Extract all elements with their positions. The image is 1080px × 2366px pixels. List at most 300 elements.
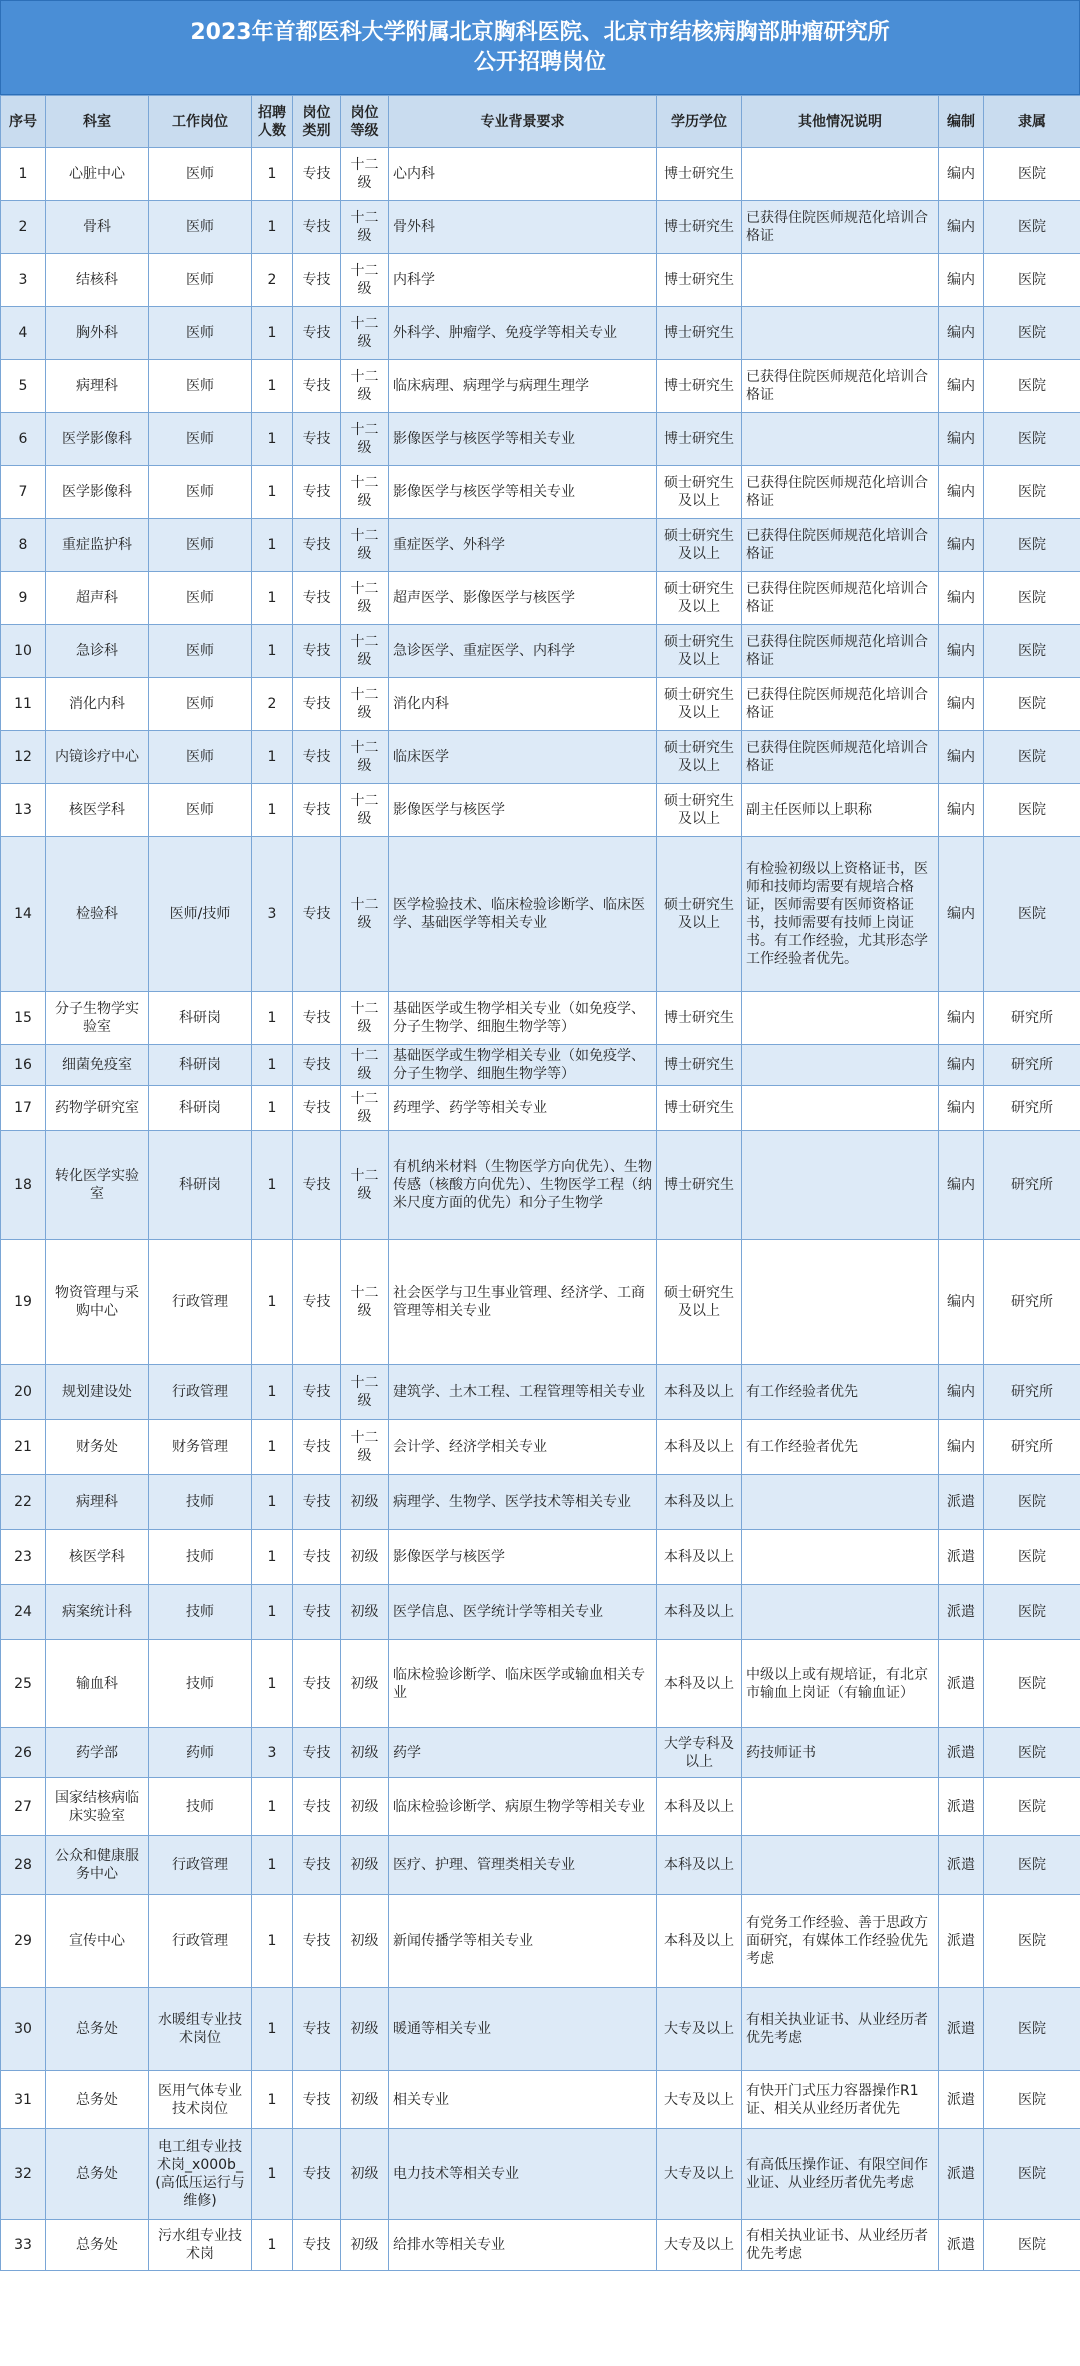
cell-education: 硕士研究生及以上 [657, 519, 742, 572]
cell-notes: 已获得住院医师规范化培训合格证 [742, 360, 939, 413]
table-row [1, 837, 1080, 992]
cell-education: 博士研究生 [657, 1131, 742, 1240]
table-row [1, 1836, 1080, 1895]
cell-category: 专技 [293, 466, 341, 519]
cell-education: 博士研究生 [657, 360, 742, 413]
cell-seq: 4 [1, 307, 46, 360]
cell-department: 结核科 [46, 254, 149, 307]
cell-headcount: 1 [252, 1420, 293, 1475]
table-row [1, 1240, 1080, 1365]
cell-department: 总务处 [46, 1988, 149, 2071]
cell-category: 专技 [293, 1585, 341, 1640]
cell-grade: 初级 [341, 2129, 389, 2220]
cell-notes [742, 1045, 939, 1086]
table-row [1, 678, 1080, 731]
table-row [1, 201, 1080, 254]
cell-seq: 22 [1, 1475, 46, 1530]
cell-seq: 27 [1, 1778, 46, 1836]
cell-staffing: 派遣 [939, 1585, 984, 1640]
cell-headcount: 1 [252, 625, 293, 678]
cell-grade: 十二级 [341, 731, 389, 784]
cell-major: 心内科 [389, 148, 657, 201]
cell-headcount: 1 [252, 466, 293, 519]
cell-position: 行政管理 [149, 1365, 252, 1420]
header-seq: 序号 [1, 96, 46, 148]
cell-position: 科研岗 [149, 1045, 252, 1086]
cell-major: 暖通等相关专业 [389, 1988, 657, 2071]
cell-headcount: 1 [252, 1530, 293, 1585]
cell-affiliation: 医院 [984, 201, 1080, 254]
cell-affiliation: 医院 [984, 1585, 1080, 1640]
cell-notes: 已获得住院医师规范化培训合格证 [742, 201, 939, 254]
cell-position: 科研岗 [149, 1086, 252, 1131]
cell-department: 核医学科 [46, 784, 149, 837]
cell-education: 博士研究生 [657, 307, 742, 360]
cell-grade: 初级 [341, 1728, 389, 1778]
cell-major: 基础医学或生物学相关专业（如免疫学、分子生物学、细胞生物学等） [389, 1045, 657, 1086]
cell-department: 骨科 [46, 201, 149, 254]
positions-table [0, 95, 1080, 2271]
cell-notes [742, 1240, 939, 1365]
cell-major: 医学检验技术、临床检验诊断学、临床医学、基础医学等相关专业 [389, 837, 657, 992]
cell-category: 专技 [293, 148, 341, 201]
cell-grade: 十二级 [341, 678, 389, 731]
cell-headcount: 1 [252, 360, 293, 413]
cell-staffing: 编内 [939, 254, 984, 307]
cell-notes [742, 1836, 939, 1895]
cell-headcount: 1 [252, 1086, 293, 1131]
table-row [1, 1895, 1080, 1988]
cell-category: 专技 [293, 201, 341, 254]
cell-staffing: 编内 [939, 1420, 984, 1475]
cell-major: 骨外科 [389, 201, 657, 254]
cell-affiliation: 研究所 [984, 1131, 1080, 1240]
cell-staffing: 编内 [939, 731, 984, 784]
cell-department: 重症监护科 [46, 519, 149, 572]
table-header-row [1, 96, 1080, 148]
cell-notes [742, 148, 939, 201]
cell-department: 公众和健康服务中心 [46, 1836, 149, 1895]
cell-education: 本科及以上 [657, 1420, 742, 1475]
table-row [1, 1778, 1080, 1836]
cell-major: 临床病理、病理学与病理生理学 [389, 360, 657, 413]
cell-staffing: 编内 [939, 572, 984, 625]
cell-notes: 中级以上或有规培证，有北京市输血上岗证（有输血证） [742, 1640, 939, 1728]
cell-notes: 已获得住院医师规范化培训合格证 [742, 625, 939, 678]
cell-headcount: 1 [252, 1836, 293, 1895]
cell-major: 急诊医学、重症医学、内科学 [389, 625, 657, 678]
cell-department: 规划建设处 [46, 1365, 149, 1420]
cell-department: 国家结核病临床实验室 [46, 1778, 149, 1836]
cell-seq: 14 [1, 837, 46, 992]
cell-position: 药师 [149, 1728, 252, 1778]
cell-notes [742, 254, 939, 307]
table-row [1, 1640, 1080, 1728]
cell-position: 行政管理 [149, 1836, 252, 1895]
cell-affiliation: 医院 [984, 1895, 1080, 1988]
cell-position: 水暖组专业技术岗位 [149, 1988, 252, 2071]
cell-headcount: 1 [252, 1640, 293, 1728]
cell-department: 内镜诊疗中心 [46, 731, 149, 784]
cell-staffing: 编内 [939, 992, 984, 1045]
cell-grade: 十二级 [341, 254, 389, 307]
cell-staffing: 派遣 [939, 2220, 984, 2271]
cell-notes: 有相关执业证书、从业经历者优先考虑 [742, 2220, 939, 2271]
cell-category: 专技 [293, 1086, 341, 1131]
cell-category: 专技 [293, 1475, 341, 1530]
cell-staffing: 派遣 [939, 1640, 984, 1728]
cell-notes [742, 307, 939, 360]
header-notes: 其他情况说明 [742, 96, 939, 148]
cell-headcount: 1 [252, 784, 293, 837]
cell-grade: 十二级 [341, 1131, 389, 1240]
cell-category: 专技 [293, 519, 341, 572]
cell-grade: 十二级 [341, 519, 389, 572]
cell-seq: 7 [1, 466, 46, 519]
cell-headcount: 1 [252, 201, 293, 254]
cell-department: 宣传中心 [46, 1895, 149, 1988]
cell-grade: 初级 [341, 1530, 389, 1585]
table-row [1, 466, 1080, 519]
cell-staffing: 派遣 [939, 1475, 984, 1530]
cell-position: 医师 [149, 784, 252, 837]
cell-seq: 29 [1, 1895, 46, 1988]
cell-department: 输血科 [46, 1640, 149, 1728]
cell-education: 大专及以上 [657, 2220, 742, 2271]
cell-affiliation: 医院 [984, 1728, 1080, 1778]
cell-headcount: 1 [252, 731, 293, 784]
cell-affiliation: 医院 [984, 254, 1080, 307]
table-row [1, 992, 1080, 1045]
cell-headcount: 2 [252, 254, 293, 307]
cell-affiliation: 医院 [984, 1530, 1080, 1585]
cell-seq: 32 [1, 2129, 46, 2220]
cell-seq: 19 [1, 1240, 46, 1365]
cell-staffing: 编内 [939, 360, 984, 413]
cell-education: 大专及以上 [657, 2129, 742, 2220]
cell-education: 博士研究生 [657, 1086, 742, 1131]
cell-notes: 有相关执业证书、从业经历者优先考虑 [742, 1988, 939, 2071]
cell-position: 科研岗 [149, 1131, 252, 1240]
cell-notes: 有高低压操作证、有限空间作业证、从业经历者优先考虑 [742, 2129, 939, 2220]
cell-education: 本科及以上 [657, 1475, 742, 1530]
cell-affiliation: 研究所 [984, 1086, 1080, 1131]
cell-headcount: 2 [252, 678, 293, 731]
cell-staffing: 编内 [939, 1045, 984, 1086]
cell-category: 专技 [293, 2220, 341, 2271]
title-line-2: 公开招聘岗位 [473, 49, 606, 75]
cell-category: 专技 [293, 1640, 341, 1728]
cell-major: 临床检验诊断学、临床医学或输血相关专业 [389, 1640, 657, 1728]
cell-seq: 3 [1, 254, 46, 307]
cell-category: 专技 [293, 1420, 341, 1475]
cell-department: 消化内科 [46, 678, 149, 731]
cell-category: 专技 [293, 1365, 341, 1420]
cell-education: 硕士研究生及以上 [657, 784, 742, 837]
cell-position: 医师 [149, 413, 252, 466]
cell-major: 建筑学、土木工程、工程管理等相关专业 [389, 1365, 657, 1420]
cell-education: 本科及以上 [657, 1365, 742, 1420]
cell-grade: 十二级 [341, 837, 389, 992]
cell-grade: 初级 [341, 2071, 389, 2129]
cell-seq: 16 [1, 1045, 46, 1086]
cell-headcount: 1 [252, 1131, 293, 1240]
cell-seq: 20 [1, 1365, 46, 1420]
cell-headcount: 1 [252, 572, 293, 625]
cell-position: 医师 [149, 201, 252, 254]
cell-department: 细菌免疫室 [46, 1045, 149, 1086]
cell-department: 胸外科 [46, 307, 149, 360]
cell-notes [742, 1131, 939, 1240]
cell-department: 转化医学实验室 [46, 1131, 149, 1240]
table-row [1, 2220, 1080, 2271]
cell-affiliation: 医院 [984, 1988, 1080, 2071]
cell-major: 内科学 [389, 254, 657, 307]
cell-staffing: 派遣 [939, 1988, 984, 2071]
cell-affiliation: 医院 [984, 784, 1080, 837]
cell-major: 新闻传播学等相关专业 [389, 1895, 657, 1988]
cell-staffing: 编内 [939, 413, 984, 466]
cell-affiliation: 医院 [984, 2129, 1080, 2220]
cell-notes [742, 992, 939, 1045]
cell-category: 专技 [293, 837, 341, 992]
cell-position: 医师 [149, 572, 252, 625]
cell-headcount: 1 [252, 1365, 293, 1420]
cell-notes [742, 1530, 939, 1585]
cell-education: 硕士研究生及以上 [657, 572, 742, 625]
cell-affiliation: 研究所 [984, 1420, 1080, 1475]
cell-affiliation: 研究所 [984, 1240, 1080, 1365]
cell-staffing: 编内 [939, 519, 984, 572]
cell-position: 医师 [149, 519, 252, 572]
cell-position: 技师 [149, 1640, 252, 1728]
cell-grade: 初级 [341, 1895, 389, 1988]
cell-category: 专技 [293, 1895, 341, 1988]
cell-category: 专技 [293, 992, 341, 1045]
cell-major: 药学 [389, 1728, 657, 1778]
cell-education: 大专及以上 [657, 1988, 742, 2071]
cell-education: 博士研究生 [657, 992, 742, 1045]
cell-affiliation: 研究所 [984, 1365, 1080, 1420]
cell-grade: 十二级 [341, 148, 389, 201]
cell-major: 相关专业 [389, 2071, 657, 2129]
cell-department: 病理科 [46, 360, 149, 413]
cell-department: 医学影像科 [46, 466, 149, 519]
table-row [1, 1131, 1080, 1240]
cell-headcount: 1 [252, 1778, 293, 1836]
cell-notes: 已获得住院医师规范化培训合格证 [742, 466, 939, 519]
cell-education: 博士研究生 [657, 413, 742, 466]
cell-department: 药学部 [46, 1728, 149, 1778]
table-row [1, 1988, 1080, 2071]
table-row [1, 1086, 1080, 1131]
cell-affiliation: 医院 [984, 1640, 1080, 1728]
cell-headcount: 1 [252, 519, 293, 572]
cell-notes [742, 1086, 939, 1131]
cell-grade: 初级 [341, 1475, 389, 1530]
cell-affiliation: 医院 [984, 148, 1080, 201]
table-row [1, 148, 1080, 201]
cell-seq: 26 [1, 1728, 46, 1778]
cell-seq: 15 [1, 992, 46, 1045]
cell-position: 医师/技师 [149, 837, 252, 992]
cell-grade: 十二级 [341, 1045, 389, 1086]
cell-major: 病理学、生物学、医学技术等相关专业 [389, 1475, 657, 1530]
cell-category: 专技 [293, 360, 341, 413]
cell-staffing: 派遣 [939, 1895, 984, 1988]
cell-major: 医学信息、医学统计学等相关专业 [389, 1585, 657, 1640]
cell-seq: 11 [1, 678, 46, 731]
document-title [0, 0, 1080, 95]
cell-department: 医学影像科 [46, 413, 149, 466]
cell-notes: 已获得住院医师规范化培训合格证 [742, 678, 939, 731]
cell-notes: 有党务工作经验、善于思政方面研究，有媒体工作经验优先考虑 [742, 1895, 939, 1988]
cell-affiliation: 医院 [984, 2220, 1080, 2271]
cell-category: 专技 [293, 784, 341, 837]
cell-staffing: 编内 [939, 837, 984, 992]
cell-education: 博士研究生 [657, 148, 742, 201]
cell-education: 硕士研究生及以上 [657, 466, 742, 519]
cell-department: 分子生物学实验室 [46, 992, 149, 1045]
cell-education: 博士研究生 [657, 254, 742, 307]
cell-major: 重症医学、外科学 [389, 519, 657, 572]
table-row [1, 360, 1080, 413]
cell-grade: 十二级 [341, 572, 389, 625]
cell-department: 超声科 [46, 572, 149, 625]
cell-headcount: 1 [252, 992, 293, 1045]
cell-position: 医师 [149, 731, 252, 784]
cell-department: 病理科 [46, 1475, 149, 1530]
table-row [1, 1420, 1080, 1475]
cell-staffing: 编内 [939, 466, 984, 519]
cell-headcount: 1 [252, 307, 293, 360]
cell-category: 专技 [293, 572, 341, 625]
cell-affiliation: 医院 [984, 837, 1080, 992]
cell-major: 影像医学与核医学 [389, 784, 657, 837]
cell-education: 本科及以上 [657, 1585, 742, 1640]
cell-department: 物资管理与采购中心 [46, 1240, 149, 1365]
cell-major: 外科学、肿瘤学、免疫学等相关专业 [389, 307, 657, 360]
cell-major: 基础医学或生物学相关专业（如免疫学、分子生物学、细胞生物学等） [389, 992, 657, 1045]
cell-major: 影像医学与核医学等相关专业 [389, 413, 657, 466]
cell-grade: 初级 [341, 1778, 389, 1836]
cell-seq: 6 [1, 413, 46, 466]
header-position: 工作岗位 [149, 96, 252, 148]
cell-position: 医师 [149, 625, 252, 678]
cell-affiliation: 医院 [984, 731, 1080, 784]
cell-affiliation: 医院 [984, 519, 1080, 572]
cell-headcount: 1 [252, 1475, 293, 1530]
cell-education: 本科及以上 [657, 1640, 742, 1728]
cell-major: 影像医学与核医学 [389, 1530, 657, 1585]
cell-position: 医师 [149, 148, 252, 201]
cell-seq: 28 [1, 1836, 46, 1895]
cell-education: 本科及以上 [657, 1530, 742, 1585]
cell-affiliation: 研究所 [984, 992, 1080, 1045]
cell-grade: 十二级 [341, 784, 389, 837]
cell-category: 专技 [293, 1131, 341, 1240]
cell-major: 消化内科 [389, 678, 657, 731]
cell-affiliation: 医院 [984, 307, 1080, 360]
cell-affiliation: 医院 [984, 2071, 1080, 2129]
cell-staffing: 派遣 [939, 2129, 984, 2220]
cell-grade: 十二级 [341, 992, 389, 1045]
cell-category: 专技 [293, 307, 341, 360]
cell-major: 影像医学与核医学等相关专业 [389, 466, 657, 519]
cell-position: 医师 [149, 307, 252, 360]
cell-notes: 副主任医师以上职称 [742, 784, 939, 837]
table-body [1, 148, 1080, 2271]
cell-seq: 31 [1, 2071, 46, 2129]
cell-notes: 已获得住院医师规范化培训合格证 [742, 519, 939, 572]
cell-headcount: 1 [252, 2220, 293, 2271]
cell-staffing: 编内 [939, 625, 984, 678]
cell-position: 技师 [149, 1530, 252, 1585]
header-grade: 岗位等级 [341, 96, 389, 148]
cell-department: 心脏中心 [46, 148, 149, 201]
cell-grade: 十二级 [341, 1240, 389, 1365]
table-row [1, 254, 1080, 307]
cell-headcount: 3 [252, 1728, 293, 1778]
title-line-1: 2023年首都医科大学附属北京胸科医院、北京市结核病胸部肿瘤研究所 [190, 19, 890, 45]
cell-staffing: 编内 [939, 1086, 984, 1131]
cell-headcount: 1 [252, 413, 293, 466]
cell-staffing: 派遣 [939, 1530, 984, 1585]
cell-department: 财务处 [46, 1420, 149, 1475]
cell-grade: 初级 [341, 1585, 389, 1640]
cell-seq: 1 [1, 148, 46, 201]
cell-seq: 24 [1, 1585, 46, 1640]
cell-position: 污水组专业技术岗 [149, 2220, 252, 2271]
cell-education: 硕士研究生及以上 [657, 731, 742, 784]
cell-seq: 5 [1, 360, 46, 413]
cell-major: 社会医学与卫生事业管理、经济学、工商管理等相关专业 [389, 1240, 657, 1365]
cell-affiliation: 医院 [984, 413, 1080, 466]
cell-position: 医师 [149, 678, 252, 731]
cell-category: 专技 [293, 1045, 341, 1086]
cell-position: 医用气体专业技术岗位 [149, 2071, 252, 2129]
cell-headcount: 3 [252, 837, 293, 992]
cell-category: 专技 [293, 731, 341, 784]
cell-major: 有机纳米材料（生物医学方向优先）、生物传感（核酸方向优先）、生物医学工程（纳米尺度方面的优先）和分子生物学 [389, 1131, 657, 1240]
table-row [1, 1045, 1080, 1086]
cell-notes [742, 413, 939, 466]
cell-position: 医师 [149, 466, 252, 519]
cell-position: 技师 [149, 1778, 252, 1836]
cell-staffing: 编内 [939, 201, 984, 254]
cell-seq: 18 [1, 1131, 46, 1240]
cell-major: 给排水等相关专业 [389, 2220, 657, 2271]
cell-staffing: 派遣 [939, 1836, 984, 1895]
cell-category: 专技 [293, 1778, 341, 1836]
cell-major: 临床医学 [389, 731, 657, 784]
cell-category: 专技 [293, 413, 341, 466]
cell-seq: 21 [1, 1420, 46, 1475]
header-department: 科室 [46, 96, 149, 148]
table-row [1, 2071, 1080, 2129]
cell-notes: 药技师证书 [742, 1728, 939, 1778]
cell-grade: 十二级 [341, 466, 389, 519]
table-row [1, 519, 1080, 572]
cell-category: 专技 [293, 1240, 341, 1365]
table-row [1, 307, 1080, 360]
cell-department: 急诊科 [46, 625, 149, 678]
cell-grade: 初级 [341, 2220, 389, 2271]
header-headcount: 招聘人数 [252, 96, 293, 148]
cell-staffing: 编内 [939, 1365, 984, 1420]
table-row [1, 625, 1080, 678]
cell-major: 医疗、护理、管理类相关专业 [389, 1836, 657, 1895]
